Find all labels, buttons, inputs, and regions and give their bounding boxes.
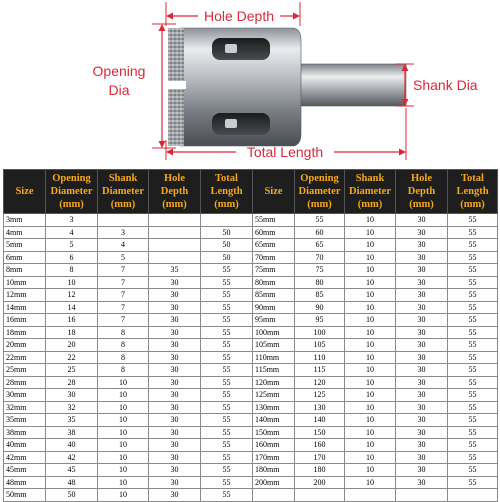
cell-hole-depth — [396, 489, 448, 502]
cell-opening-diameter: 85 — [295, 289, 345, 302]
cell-hole-depth: 35 — [149, 264, 201, 277]
cell-size: 60mm — [253, 226, 295, 239]
cell-size: 48mm — [4, 476, 46, 489]
cell-total-length: 55 — [448, 389, 498, 402]
cell-total-length: 55 — [448, 376, 498, 389]
cell-total-length: 50 — [201, 251, 253, 264]
cell-hole-depth: 30 — [396, 251, 448, 264]
table-row — [4, 339, 498, 352]
cell-total-length: 55 — [448, 451, 498, 464]
cell-hole-depth: 30 — [396, 451, 448, 464]
cell-size: 20mm — [4, 339, 46, 352]
cell-hole-depth: 30 — [149, 364, 201, 377]
table-row — [4, 364, 498, 377]
cell-hole-depth: 30 — [396, 389, 448, 402]
cell-hole-depth: 30 — [149, 464, 201, 477]
cell-shank-diameter: 10 — [345, 414, 396, 427]
cell-total-length: 55 — [201, 301, 253, 314]
cell-hole-depth: 30 — [149, 389, 201, 402]
cell-opening-diameter: 40 — [46, 439, 98, 452]
cell-size: 5mm — [4, 239, 46, 252]
total-length-label: Total Length — [246, 144, 324, 160]
core-drill-bit-diagram — [0, 0, 500, 168]
cell-opening-diameter: 60 — [295, 226, 345, 239]
lower-slot-inner — [225, 119, 237, 128]
cell-size: 10mm — [4, 276, 46, 289]
cell-opening-diameter: 48 — [46, 476, 98, 489]
cell-total-length: 55 — [201, 289, 253, 302]
table-row — [4, 289, 498, 302]
cell-total-length: 55 — [201, 314, 253, 327]
table-row — [4, 251, 498, 264]
cell-hole-depth: 30 — [396, 239, 448, 252]
cell-total-length: 55 — [201, 464, 253, 477]
cell-size: 32mm — [4, 401, 46, 414]
drill-bit — [166, 28, 406, 146]
cell-opening-diameter: 16 — [46, 314, 98, 327]
opening-dia-label-line2: Dia — [108, 82, 130, 98]
cell-shank-diameter: 10 — [345, 251, 396, 264]
table-row — [4, 401, 498, 414]
cell-hole-depth: 30 — [149, 351, 201, 364]
cell-opening-diameter: 22 — [46, 351, 98, 364]
cell-opening-diameter: 100 — [295, 326, 345, 339]
cell-opening-diameter: 125 — [295, 389, 345, 402]
cell-opening-diameter: 20 — [46, 339, 98, 352]
cell-shank-diameter: 10 — [345, 326, 396, 339]
cell-opening-diameter: 32 — [46, 401, 98, 414]
table-row — [4, 276, 498, 289]
cell-size: 50mm — [4, 489, 46, 502]
cell-shank-diameter: 10 — [345, 239, 396, 252]
cell-size: 4mm — [4, 226, 46, 239]
cell-shank-diameter: 10 — [345, 226, 396, 239]
cell-size: 120mm — [253, 376, 295, 389]
cell-size: 170mm — [253, 451, 295, 464]
cell-opening-diameter: 10 — [46, 276, 98, 289]
cell-total-length: 55 — [448, 426, 498, 439]
header-total-length: Total Length (mm) — [448, 170, 498, 214]
cell-size: 70mm — [253, 251, 295, 264]
cell-hole-depth: 30 — [396, 414, 448, 427]
cell-shank-diameter: 8 — [98, 351, 149, 364]
cell-shank-diameter: 10 — [345, 439, 396, 452]
cell-opening-diameter: 80 — [295, 276, 345, 289]
cell-shank-diameter: 10 — [98, 389, 149, 402]
table-row — [4, 239, 498, 252]
cell-total-length: 55 — [201, 376, 253, 389]
cell-hole-depth: 30 — [149, 376, 201, 389]
cell-total-length: 55 — [448, 251, 498, 264]
cell-total-length — [448, 489, 498, 502]
header-shank-diameter: Shank Diameter (mm) — [345, 170, 396, 214]
cell-opening-diameter: 200 — [295, 476, 345, 489]
header-opening-diameter: Opening Diameter (mm) — [46, 170, 98, 214]
table-row — [4, 389, 498, 402]
cell-shank-diameter: 8 — [98, 364, 149, 377]
cell-hole-depth: 30 — [396, 301, 448, 314]
cell-shank-diameter: 10 — [345, 314, 396, 327]
table-row — [4, 226, 498, 239]
cell-size: 22mm — [4, 351, 46, 364]
cell-shank-diameter: 10 — [98, 376, 149, 389]
cell-shank-diameter: 10 — [98, 439, 149, 452]
cell-total-length: 55 — [201, 264, 253, 277]
cell-opening-diameter: 14 — [46, 301, 98, 314]
shank — [296, 64, 406, 106]
cell-total-length: 55 — [448, 314, 498, 327]
cell-opening-diameter: 4 — [46, 226, 98, 239]
cell-opening-diameter: 90 — [295, 301, 345, 314]
cell-shank-diameter: 10 — [98, 401, 149, 414]
cell-total-length: 55 — [448, 289, 498, 302]
cell-shank-diameter: 10 — [98, 451, 149, 464]
cell-hole-depth: 30 — [396, 426, 448, 439]
cell-shank-diameter: 10 — [98, 476, 149, 489]
cell-shank-diameter: 10 — [345, 351, 396, 364]
cell-opening-diameter: 38 — [46, 426, 98, 439]
cell-hole-depth: 30 — [396, 476, 448, 489]
hole-depth-label: Hole Depth — [203, 8, 275, 24]
cell-shank-diameter: 10 — [345, 301, 396, 314]
cell-size: 55mm — [253, 214, 295, 227]
arrow-left-icon — [166, 149, 173, 156]
cell-shank-diameter — [98, 214, 149, 227]
cell-opening-diameter: 42 — [46, 451, 98, 464]
table-row — [4, 414, 498, 427]
cell-size: 14mm — [4, 301, 46, 314]
cell-shank-diameter: 10 — [98, 414, 149, 427]
table-row — [4, 464, 498, 477]
cell-hole-depth: 30 — [396, 401, 448, 414]
cell-size: 38mm — [4, 426, 46, 439]
cell-hole-depth — [149, 239, 201, 252]
cell-opening-diameter: 30 — [46, 389, 98, 402]
cell-opening-diameter: 45 — [46, 464, 98, 477]
table-header-row — [4, 170, 498, 214]
cell-opening-diameter: 8 — [46, 264, 98, 277]
cell-shank-diameter: 10 — [345, 364, 396, 377]
cell-total-length: 55 — [448, 464, 498, 477]
cell-hole-depth: 30 — [149, 301, 201, 314]
cell-shank-diameter — [345, 489, 396, 502]
cell-opening-diameter: 18 — [46, 326, 98, 339]
cell-shank-diameter: 7 — [98, 276, 149, 289]
cell-total-length: 55 — [448, 364, 498, 377]
cell-total-length: 55 — [448, 401, 498, 414]
cell-total-length: 55 — [201, 414, 253, 427]
cell-shank-diameter: 10 — [345, 339, 396, 352]
cell-total-length: 55 — [201, 439, 253, 452]
cell-hole-depth: 30 — [149, 314, 201, 327]
table-row — [4, 314, 498, 327]
table-row — [4, 301, 498, 314]
cell-hole-depth: 30 — [149, 426, 201, 439]
cell-total-length: 50 — [201, 239, 253, 252]
cell-shank-diameter: 10 — [345, 276, 396, 289]
cell-size: 45mm — [4, 464, 46, 477]
table-row — [4, 214, 498, 227]
cell-hole-depth: 30 — [396, 289, 448, 302]
cell-size: 125mm — [253, 389, 295, 402]
shank-dia-label: Shank Dia — [413, 77, 478, 93]
cell-total-length: 55 — [201, 364, 253, 377]
table-row — [4, 376, 498, 389]
cell-shank-diameter: 8 — [98, 326, 149, 339]
cell-hole-depth — [149, 214, 201, 227]
cell-opening-diameter: 105 — [295, 339, 345, 352]
cell-hole-depth: 30 — [149, 401, 201, 414]
table-row — [4, 476, 498, 489]
header-shank-diameter: Shank Diameter (mm) — [98, 170, 149, 214]
cell-opening-diameter: 28 — [46, 376, 98, 389]
cell-size: 200mm — [253, 476, 295, 489]
cell-total-length: 55 — [448, 439, 498, 452]
cell-shank-diameter: 7 — [98, 301, 149, 314]
cell-total-length: 55 — [448, 226, 498, 239]
cell-size: 16mm — [4, 314, 46, 327]
cell-size: 100mm — [253, 326, 295, 339]
cell-opening-diameter: 75 — [295, 264, 345, 277]
cell-hole-depth: 30 — [149, 289, 201, 302]
cell-size: 140mm — [253, 414, 295, 427]
cell-total-length: 55 — [448, 476, 498, 489]
cell-hole-depth: 30 — [396, 439, 448, 452]
cell-hole-depth: 30 — [396, 314, 448, 327]
cell-hole-depth: 30 — [396, 226, 448, 239]
cell-hole-depth: 30 — [149, 439, 201, 452]
cell-shank-diameter: 10 — [345, 476, 396, 489]
cell-size: 65mm — [253, 239, 295, 252]
cell-hole-depth: 30 — [396, 339, 448, 352]
cell-shank-diameter: 10 — [345, 376, 396, 389]
cell-hole-depth: 30 — [396, 351, 448, 364]
cell-size: 35mm — [4, 414, 46, 427]
cell-total-length: 55 — [448, 301, 498, 314]
upper-slot-inner — [225, 44, 237, 53]
cell-total-length: 55 — [448, 339, 498, 352]
arrow-right-icon — [293, 13, 300, 20]
cell-total-length: 50 — [201, 226, 253, 239]
cell-size: 105mm — [253, 339, 295, 352]
cell-hole-depth: 30 — [396, 264, 448, 277]
cell-opening-diameter: 160 — [295, 439, 345, 452]
cell-total-length: 55 — [201, 326, 253, 339]
cell-opening-diameter: 115 — [295, 364, 345, 377]
cell-shank-diameter: 3 — [98, 226, 149, 239]
cell-hole-depth — [149, 226, 201, 239]
cell-size: 110mm — [253, 351, 295, 364]
table-row — [4, 426, 498, 439]
edge-notch — [166, 81, 186, 89]
cell-size: 95mm — [253, 314, 295, 327]
header-hole-depth: Hole Depth (mm) — [149, 170, 201, 214]
upper-slot — [212, 38, 270, 60]
cell-hole-depth: 30 — [396, 326, 448, 339]
cell-shank-diameter: 8 — [98, 339, 149, 352]
table-row — [4, 351, 498, 364]
cell-total-length: 55 — [448, 239, 498, 252]
table-row — [4, 326, 498, 339]
cell-size: 115mm — [253, 364, 295, 377]
cell-hole-depth: 30 — [149, 276, 201, 289]
cell-opening-diameter: 110 — [295, 351, 345, 364]
cell-hole-depth: 30 — [396, 276, 448, 289]
cell-shank-diameter: 10 — [345, 289, 396, 302]
cell-opening-diameter: 70 — [295, 251, 345, 264]
cell-opening-diameter — [295, 489, 345, 502]
cell-size: 150mm — [253, 426, 295, 439]
cell-shank-diameter: 7 — [98, 314, 149, 327]
cell-size: 90mm — [253, 301, 295, 314]
cell-total-length: 55 — [201, 476, 253, 489]
arrow-down-icon — [159, 141, 166, 148]
header-size: Size — [253, 170, 295, 214]
cell-shank-diameter: 10 — [345, 401, 396, 414]
cell-shank-diameter: 10 — [345, 426, 396, 439]
cell-total-length: 55 — [201, 426, 253, 439]
cell-size: 30mm — [4, 389, 46, 402]
cell-opening-diameter: 5 — [46, 239, 98, 252]
cell-size: 130mm — [253, 401, 295, 414]
cell-size: 75mm — [253, 264, 295, 277]
table-row — [4, 439, 498, 452]
cell-opening-diameter: 140 — [295, 414, 345, 427]
cell-size: 25mm — [4, 364, 46, 377]
cell-shank-diameter: 10 — [345, 264, 396, 277]
cell-size: 3mm — [4, 214, 46, 227]
cell-opening-diameter: 65 — [295, 239, 345, 252]
cell-total-length: 55 — [201, 339, 253, 352]
table-row — [4, 489, 498, 502]
cell-total-length: 55 — [448, 264, 498, 277]
cell-size: 42mm — [4, 451, 46, 464]
hole-depth-dimension — [166, 2, 300, 26]
cell-shank-diameter: 10 — [345, 464, 396, 477]
cell-size: 40mm — [4, 439, 46, 452]
cell-opening-diameter: 150 — [295, 426, 345, 439]
shank-dia-dimension — [396, 64, 478, 106]
cell-total-length: 55 — [201, 389, 253, 402]
header-size: Size — [4, 170, 46, 214]
cell-opening-diameter: 12 — [46, 289, 98, 302]
cell-total-length: 55 — [448, 214, 498, 227]
opening-dia-label-line1: Opening — [92, 63, 146, 79]
cell-size: 28mm — [4, 376, 46, 389]
cell-size: 80mm — [253, 276, 295, 289]
cell-total-length: 55 — [201, 451, 253, 464]
cell-hole-depth: 30 — [396, 364, 448, 377]
lower-slot — [212, 113, 270, 135]
cell-opening-diameter: 50 — [46, 489, 98, 502]
header-total-length: Total Length (mm) — [201, 170, 253, 214]
table-row — [4, 451, 498, 464]
opening-dia-dimension — [93, 24, 176, 148]
cell-shank-diameter: 7 — [98, 289, 149, 302]
cell-total-length: 55 — [448, 351, 498, 364]
cell-total-length — [201, 214, 253, 227]
cell-shank-diameter: 10 — [98, 489, 149, 502]
cell-hole-depth: 30 — [149, 326, 201, 339]
cell-hole-depth — [149, 251, 201, 264]
header-opening-diameter: Opening Diameter (mm) — [295, 170, 345, 214]
cell-hole-depth: 30 — [149, 339, 201, 352]
cell-opening-diameter: 130 — [295, 401, 345, 414]
cell-shank-diameter: 4 — [98, 239, 149, 252]
cell-hole-depth: 30 — [149, 414, 201, 427]
cell-size: 8mm — [4, 264, 46, 277]
cell-size: 18mm — [4, 326, 46, 339]
cell-hole-depth: 30 — [149, 451, 201, 464]
cell-opening-diameter: 170 — [295, 451, 345, 464]
cell-shank-diameter: 10 — [345, 451, 396, 464]
cell-opening-diameter: 3 — [46, 214, 98, 227]
cell-total-length: 55 — [201, 401, 253, 414]
cell-opening-diameter: 120 — [295, 376, 345, 389]
cell-size: 180mm — [253, 464, 295, 477]
table-row — [4, 264, 498, 277]
cell-shank-diameter: 7 — [98, 264, 149, 277]
arrow-left-icon — [166, 13, 173, 20]
cell-total-length: 55 — [448, 326, 498, 339]
cell-total-length: 55 — [448, 414, 498, 427]
cell-size: 6mm — [4, 251, 46, 264]
cell-hole-depth: 30 — [396, 464, 448, 477]
cell-hole-depth: 30 — [149, 489, 201, 502]
arrow-right-icon — [399, 149, 406, 156]
cell-hole-depth: 30 — [396, 376, 448, 389]
cell-opening-diameter: 55 — [295, 214, 345, 227]
cell-size — [253, 489, 295, 502]
arrow-up-icon — [159, 24, 166, 31]
cell-hole-depth: 30 — [149, 476, 201, 489]
cell-size: 160mm — [253, 439, 295, 452]
cell-opening-diameter: 6 — [46, 251, 98, 264]
cell-shank-diameter: 10 — [345, 389, 396, 402]
cell-shank-diameter: 10 — [98, 464, 149, 477]
spec-table — [3, 169, 498, 502]
cell-total-length: 55 — [201, 489, 253, 502]
cell-shank-diameter: 5 — [98, 251, 149, 264]
cell-size: 12mm — [4, 289, 46, 302]
cell-total-length: 55 — [448, 276, 498, 289]
cell-shank-diameter: 10 — [98, 426, 149, 439]
cell-opening-diameter: 25 — [46, 364, 98, 377]
cell-shank-diameter: 10 — [345, 214, 396, 227]
cell-opening-diameter: 180 — [295, 464, 345, 477]
cell-total-length: 55 — [201, 276, 253, 289]
cell-opening-diameter: 35 — [46, 414, 98, 427]
cell-hole-depth: 30 — [396, 214, 448, 227]
cell-size: 85mm — [253, 289, 295, 302]
header-hole-depth: Hole Depth (mm) — [396, 170, 448, 214]
cell-opening-diameter: 95 — [295, 314, 345, 327]
cell-total-length: 55 — [201, 351, 253, 364]
